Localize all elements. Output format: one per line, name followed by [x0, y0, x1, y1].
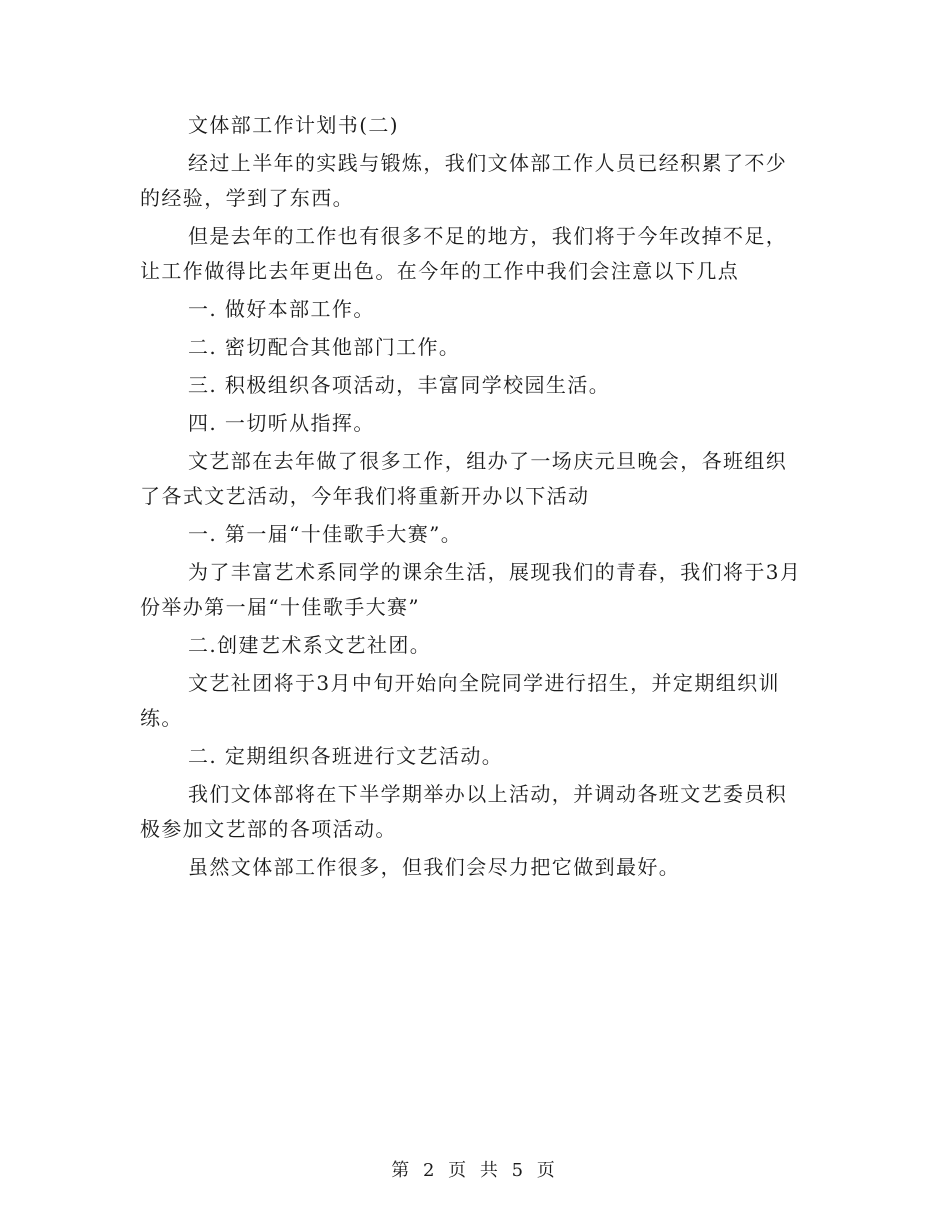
paragraph: 文艺社团将于3月中旬开始向全院同学进行招生，并定期组织训练。: [140, 671, 780, 730]
list-item: 三. 积极组织各项活动，丰富同学校园生活。: [188, 373, 611, 397]
list-item: 二. 密切配合其他部门工作。: [188, 335, 461, 359]
paragraph: 但是去年的工作也有很多不足的地方，我们将于今年改掉不足，让工作做得比去年更出色。在今年的工作中我们会注意以下几点: [140, 224, 788, 283]
page-number: 第 2 页 共 5 页: [391, 1160, 559, 1181]
paragraph: 文艺部在去年做了很多工作，组办了一场庆元旦晚会，各班组织了各式文艺活动，今年我们将重新开办以下活动: [140, 449, 788, 508]
paragraph: 为了丰富艺术系同学的课余生活，展现我们的青春，我们将于3月份举办第一届“十佳歌手大赛”: [140, 560, 802, 619]
document-body: [140, 108, 805, 888]
list-item: 一. 第一届“十佳歌手大赛”。: [188, 522, 463, 546]
list-item: 二. 定期组织各班进行文艺活动。: [188, 744, 504, 768]
list-item: 二.创建艺术系文艺社团。: [188, 633, 432, 657]
paragraph: 我们文体部将在下半学期举办以上活动，并调动各班文艺委员积极参加文艺部的各项活动。: [140, 782, 788, 841]
paragraph: 虽然文体部工作很多，但我们会尽力把它做到最好。: [188, 855, 681, 879]
paragraph: 经过上半年的实践与锻炼，我们文体部工作人员已经积累了不少的经验，学到了东西。: [140, 151, 788, 210]
list-item: 四. 一切听从指挥。: [188, 411, 375, 435]
document-title: 文体部工作计划书(二): [188, 113, 400, 137]
list-item: 一. 做好本部工作。: [188, 297, 375, 321]
